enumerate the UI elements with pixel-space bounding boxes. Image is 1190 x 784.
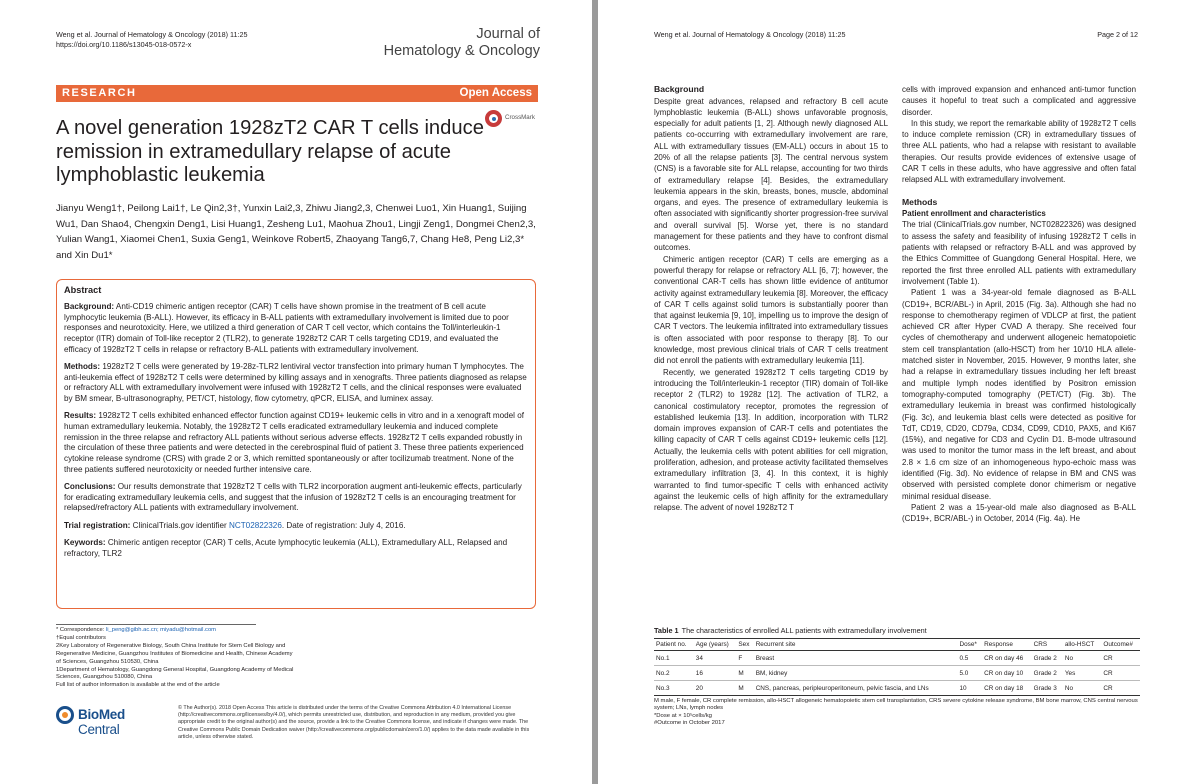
table-caption: Table 1 The characteristics of enrolled ALL patients with extramedullary involvement [654, 626, 927, 635]
affiliation-2: 2Key Laboratory of Regenerative Biology, South China Institute for Stem Cell Biology and Regenerative Medicine, Guangzhou Institutes of Biomedicine and Health, Chinese Academy of Sciences, Guangzhou 510530, China [56, 642, 293, 665]
text-column-left [654, 84, 888, 513]
section-heading: Background [654, 84, 705, 94]
table-cell: CR on day 10 [982, 666, 1032, 681]
table-header-cell: Dose* [957, 639, 982, 651]
body-paragraph: Patient 1 was a 34-year-old female diagnosed as B-ALL (CD19+, BCR/ABL-) in April, 2015 (Fig. 3a). Although she had no response to chemotherapy regimen of VDLCP at first, the patient achieved CR after Hyper CVAD A therapy. She received four cycles of chemotherapy and underwent allogeneic hematopoietic stem cell transplantation (allo-HSCT) from her 10/10 HLA allele-matched sister in November, 2015. However, 9 months later, she had a relapse in extramedullary tissues including her left breast and multiple lymph nodes identified by Positron emission tomography-computed tomography (PET/CT) (Fig. 3b). The extramedullary leukemia in breast was confirmed histologically (Fig. 3c), and leukemia blast cells were detected as positive for TdT, CD19, CD20, CD79a, CD34, CD99, CD10, PAX5, and Ki67 (15%), and negative for CD3 and Cyclin D1. B-mode ultrasound was used to monitor the tumor mass in the left breast, and about 2.8 × 1.6 cm size of an inhomogeneous hypo-echoic mass was identified (Fig. 3d). No evidence of relapse in BM and CNS was observed with persisted complete donor chimerism or negative minimal residual disease. [902, 288, 1136, 501]
table-cell: Grade 3 [1032, 681, 1063, 696]
license-text: © The Author(s). 2018 Open Access This article is distributed under the terms of the Creative Commons Attribution 4.0 International License (http://creativecommons.org/licenses/by/4.0/), which permits unrestricted use, distribution, and reproduction in any medium, provided you give appropriate credit to the original author(s) and the source, provide a link to the Creative Commons license, and indicate if changes were made. The Creative Commons Public Domain Dedication waiver (http://creativecommons.org/publicdomain/zero/1.0/) applies to the data made available in this article, unless otherwise stated. [178, 705, 530, 740]
table-header-cell: allo-HSCT [1063, 639, 1102, 651]
section-heading: Methods [902, 196, 938, 207]
abstract-background: Background: Anti-CD19 chimeric antigen receptor (CAR) T cells have shown promise in the treatment of B cell acute lymphocytic leukemia (B-ALL). However, its efficacy in B-ALL patients with extramedullary involvement is limited due to poor responses and neurotoxicity. Here, we utilized a third generation of CAR T cell vector, which contains the Toll/interleukin-1 receptor (ITR) domain of Toll-like receptor 2 (TLR2), to generate 1928zT2 CAR T cells targeting CD19, and evaluated the efficacy of 1928zT2 T cells in relapse or refractory B-ALL patients with extramedullary involvement. [64, 302, 509, 354]
table-header-cell: Age (years) [694, 639, 737, 651]
table-cell: CR on day 18 [982, 681, 1032, 696]
trial-id-link[interactable]: NCT02822326 [228, 520, 282, 530]
abstract-methods: Methods: 1928zT2 T cells were generated by 19-28z-TLR2 lentiviral vector transfection into primary human T lymphocytes. The anti-leukemia effect of 1928zT2 T cells were determined by killing assays and in xenografts. Three patients diagnosed as relapse or refractory ALL with extramedullary involvement were infused with 1928zT2 T cells, and the clinical responses were evaluated by BM smear, B-ultrasonography, PET/CT, histology, flow cytometry, qPCR, ELISA, and luminex assay. [64, 362, 527, 404]
body-paragraph: Patient 2 was a 15-year-old male also diagnosed as B-ALL (CD19+, BCR/ABL-) in October, 2014 (Fig. 4a). He [902, 502, 1136, 524]
table-row [654, 681, 1140, 696]
biomed-central-logo: BioMed Central [56, 706, 166, 728]
table-notes [654, 698, 1140, 728]
table-cell: No.1 [654, 651, 694, 666]
table-cell: BM, kidney [754, 666, 958, 681]
table-cell: Grade 2 [1032, 666, 1063, 681]
open-access-label: Open Access [459, 87, 532, 99]
table-row [654, 666, 1140, 681]
equal-contributors: †Equal contributors [56, 634, 106, 641]
correspondence-emails[interactable]: li_peng@gibh.ac.cn; miyadu@hotmail.com [105, 627, 217, 633]
full-author-info: Full list of author information is available at the end of the article [56, 682, 220, 689]
research-banner [56, 85, 538, 102]
table-cell: CR [1101, 651, 1140, 666]
running-header [56, 30, 248, 50]
table-cell: 5.0 [957, 666, 982, 681]
table-cell: No [1063, 681, 1102, 696]
table-cell: Grade 2 [1032, 651, 1063, 666]
pdf-page-2 [598, 0, 1190, 784]
footnote-divider [56, 624, 256, 625]
table-cell: 34 [694, 651, 737, 666]
abstract-trial-registration: Trial registration: ClinicalTrials.gov identifier NCT02822326. Date of registration: July 4, 2016. [64, 520, 406, 530]
table-note-abbreviations: M male, F female, CR complete remission, allo-HSCT allogeneic hematopoietic stem cell transplantation, CRS severe cytokine release syndrome, BM bone marrow, CNS central nervous system; LNs, lymph nodes [654, 698, 1138, 712]
body-paragraph: The trial (ClinicalTrials.gov number, NCT02822326) was designed to assess the safety and feasibility of infusing 1928zT2 T cells in patients with relapsed or refractory B-ALL and was approved by the Ethics Committee of Guangdong General Hospital. Here, we reported the first three enrolled ALL patients with extramedullary involvement (Table 1). [902, 220, 1136, 286]
doi-link[interactable]: https://doi.org/10.1186/s13045-018-0572-x [56, 40, 192, 49]
abstract-results: Results: 1928zT2 T cells exhibited enhanced effector function against CD19+ leukemic cells in vitro and in a xenograft model of human extramedullary leukemia. Notably, the 1928zT2 T cells eradicated extramedullary leukemia and induced complete remission in the three relapse and refractory ALL patients without serious adverse effects. 1928zT2 T cells expanded robustly in the circulation of these three patients and were detected in the cerebrospinal fluid of patient 3. These three patients experienced cytokine release syndrome (CRS) with grade 2 or 3, which remitted spontaneously or after tocilizumab treatment. None of the three patients suffered neurotoxicity or needed further intensive care. [64, 411, 525, 474]
table-1 [654, 626, 1140, 728]
table-cell: CR [1101, 666, 1140, 681]
subsection-heading: Patient enrollment and characteristics [902, 209, 1046, 219]
footnotes [56, 627, 294, 690]
table-cell: 0.5 [957, 651, 982, 666]
body-paragraph: In this study, we report the remarkable ability of 1928zT2 T cells to induce complete remission (CR) in extramedullary tissues of three ALL patients, who had a relapse with resistant to available therapies. Our results provide evidences of extensive usage of CAR T cells in these adults, who have aggressive and often fatal relapsed ALL with extramedullary involvement. [902, 118, 1136, 185]
table-cell: F [736, 651, 753, 666]
affiliation-1: 1Department of Hematology, Guangdong General Hospital, Guangdong Academy of Medical Sciences, Guangzhou 510080, China [56, 666, 294, 681]
running-header-2: Weng et al. Journal of Hematology & Oncology (2018) 11:25 [654, 30, 846, 39]
body-paragraph: cells with improved expansion and enhanced anti-tumor function causes it hopeful to treat such a complicated and aggressive disorder. [902, 85, 1136, 117]
table-note-dose: *Dose at × 10⁵cells/kg [654, 712, 712, 719]
crossmark-badge[interactable] [485, 110, 541, 128]
brand-line-1: Journal of [476, 26, 540, 42]
table-cell: No [1063, 651, 1102, 666]
article-title: A novel generation 1928zT2 CAR T cells induce remission in extramedullary relapse of acute lymphoblastic leukemia [56, 117, 484, 187]
header-citation: Weng et al. Journal of Hematology & Oncology (2018) 11:25 [56, 30, 248, 39]
text-column-right [902, 84, 1136, 524]
table-cell: 20 [694, 681, 737, 696]
bmc-logo-icon [56, 706, 74, 724]
table-cell: M [736, 666, 753, 681]
table-header-cell: Outcome# [1101, 639, 1140, 651]
table-cell: No.3 [654, 681, 694, 696]
table-header-cell: Patient no. [654, 639, 694, 651]
author-list: Jianyu Weng1†, Peilong Lai1†, Le Qin2,3†, Yunxin Lai2,3, Zhiwu Jiang2,3, Chenwei Luo1, Xin Huang1, Suijing Wu1, Dan Shao4, Chengxin Deng1, Lisi Huang1, Zesheng Lu1, Maohua Zhou1, Lingji Zeng1, Dongmei Chen2,3, Yulian Wang1, Xiaomei Chen1, Suxia Geng1, Weinkove Robert5, Zhaoyang Tang6,7, Chang He8, Peng Li2,3* and Xin Du1* [56, 203, 536, 261]
table-header-cell: Response [982, 639, 1032, 651]
table-cell: M [736, 681, 753, 696]
table-row [654, 651, 1140, 666]
brand-line-2: Hematology & Oncology [383, 43, 540, 59]
table-cell: Yes [1063, 666, 1102, 681]
table-cell: 16 [694, 666, 737, 681]
table-note-outcome: #Outcome in October 2017 [654, 720, 725, 727]
abstract-box [56, 279, 536, 609]
table-cell: No.2 [654, 666, 694, 681]
body-paragraph: Recently, we generated 1928zT2 T cells targeting CD19 by introducing the Toll/interleukin-1 receptor (TIR) domain of Toll-like receptor 2 (TLR2) to 1928z [12]. The activation of TLR2, a canonical costimulatory receptor, promotes the regression of established leukemia [13]. In addition, incorporation with TLR2 domain improves expansion of CAR-T cells and potentiates the killing capacity of CAR T cells against CD19+ leukemic cells [12]. Actually, the leukemia cells with potent abilities for cell migration, proliferation, adhesion, and protease activity facilitated themselves extramedullary infiltration [3, 4]. In this context, it is highly warranted to find tumor-specific T cells with enhanced activity against the leukemic cells of high affinity for the extramedullary relapse. The advent of novel 1928zT2 T [654, 367, 888, 513]
abstract-keywords: Keywords: Chimeric antigen receptor (CAR) T cells, Acute lymphocytic leukemia (ALL), Extramedullary ALL, Relapsed and refractory, TLR2 [64, 537, 508, 558]
table-cell: Breast [754, 651, 958, 666]
body-paragraph: Despite great advances, relapsed and refractory B cell acute lymphoblastic leukemia (B-ALL) shows unfavorable prognosis, especially for adult patients [1, 2]. Although newly diagnosed ALL patients co-occurring with extramedullary involvement are rare, ALL with extramedullary tissues (EM-ALL) occurs in about 15 to 20% of all the relapse patients [3]. The central nervous system (CNS) is a favorable site for ALL relapse, accounting for two thirds of extramedullary relapse [4]. Besides, the extramedullary leukemia appears in the skin, breasts, bones, muscle, abdominal organs, and eyes. The presence of extramedullary leukemia is often associated with significantly shorter progression-free survival and overall survival [5]. Worse yet, there is no standard management for these patients and they have to confront dismal outcomes. [654, 96, 888, 253]
section-gap [902, 186, 1136, 197]
table-cell: 10 [957, 681, 982, 696]
table-cell: CNS, pancreas, peripleuroperitoneum, pelvic fascia, and LNs [754, 681, 958, 696]
abstract-heading: Abstract [64, 285, 102, 295]
abstract-conclusions: Conclusions: Our results demonstrate that 1928zT2 T cells with TLR2 incorporation augment anti-leukemic effects, particularly for eradicating extramedullary leukemia cells, and suggest that the infusion of 1928zT2 T cells is an encouraging treatment for relapsed/refractory ALL patients with extramedullary involvement. [64, 482, 522, 513]
table-header-cell: Recurrent site [754, 639, 958, 651]
crossmark-icon [485, 110, 502, 127]
table-cell: CR on day 46 [982, 651, 1032, 666]
body-paragraph: Chimeric antigen receptor (CAR) T cells are emerging as a powerful therapy for relapse or refractory ALL [6, 7]; however, the conventional CAR-T cells has shown little evidence of antitumor activity against extramedullary leukemia [8]. Moreover, the efficacy of CAR T cells against solid tumors is substantially poorer than that against leukemia [9, 10], impelling us to improve the design of CAR T vectors. The leukemia infiltrated into extramedullary tissues is often associated with poor response to therapy [8]. To our knowledge, most previous clinical trials of CAR T cells treatment did not enroll the patients with extramedullary leukemia [11]. [654, 254, 888, 366]
table-header-cell: CRS [1032, 639, 1063, 651]
pdf-page-1 [0, 0, 592, 784]
research-label: RESEARCH [62, 87, 137, 99]
page-number: Page 2 of 12 [1097, 30, 1138, 39]
table-cell: CR [1101, 681, 1140, 696]
table-header-cell: Sex [736, 639, 753, 651]
patient-table [654, 638, 1140, 696]
correspondence: * Correspondence: li_peng@gibh.ac.cn; miyadu@hotmail.com [56, 627, 217, 633]
crossmark-label: CrossMark [505, 114, 535, 121]
journal-brand [384, 26, 540, 60]
